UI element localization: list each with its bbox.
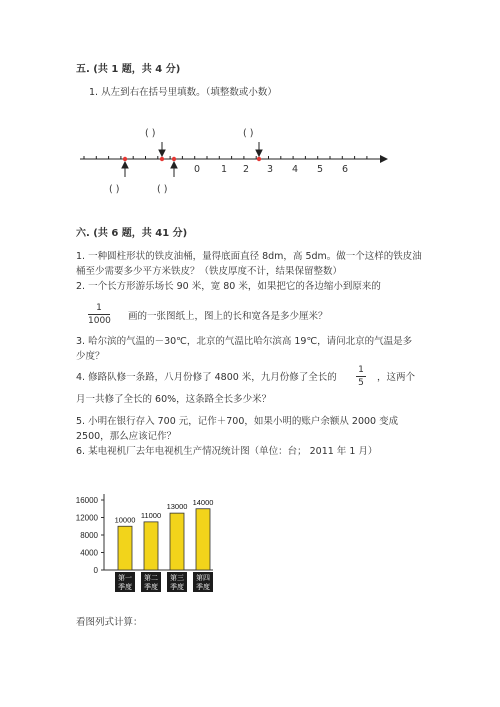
question-4-line1-end: ，这两个: [377, 372, 416, 383]
number-line-label: 1: [221, 164, 228, 175]
number-line-label: 2: [243, 164, 250, 175]
question-1-line1: 1. 一种圆柱形状的铁皮油桶，量得底面直径 8dm，高 5dm。做一个这样的铁皮油: [76, 251, 422, 262]
section5-heading: 五. (共 1 题，共 4 分): [76, 64, 181, 75]
number-line-label: 0: [194, 164, 201, 175]
y-tick-label: 16000: [75, 496, 98, 505]
answer-blank[interactable]: ( ): [157, 184, 168, 195]
bar-value-label: 14000: [192, 497, 214, 507]
category-label: 第三: [170, 574, 184, 582]
answer-blank[interactable]: ( ): [243, 128, 254, 139]
bar-value-label: 10000: [114, 515, 136, 525]
number-line-label: 5: [317, 164, 324, 175]
section5-question1: 1. 从左到右在括号里填数。（填整数或小数）: [89, 87, 277, 98]
category-label: 季度: [196, 583, 210, 591]
answer-blank[interactable]: ( ): [109, 184, 120, 195]
question-3-line2: 少度？: [76, 351, 105, 362]
bar: [196, 509, 210, 570]
question-3-line1: 3. 哈尔滨的气温的－30℃，北京的气温比哈尔滨高 19℃，请问北京的气温是多: [76, 336, 413, 347]
question-4-line2: 月一共修了全长的 60%，这条路全长多少米？: [76, 394, 272, 405]
question-6-line1: 6. 某电视机厂去年电视机生产情况统计图（单位：台； 2011 年 1 月）: [76, 446, 378, 457]
question-5-line1: 5. 小明在银行存入 700 元，记作＋700，如果小明的账户余额从 2000 变成: [76, 416, 399, 427]
section6-heading: 六. (共 6 题，共 41 分): [76, 228, 188, 239]
y-tick-label: 8000: [80, 531, 98, 540]
fraction-numerator: 1: [96, 303, 102, 313]
y-tick-label: 12000: [75, 513, 98, 523]
category-label: 季度: [144, 583, 158, 591]
category-label: 第二: [144, 574, 158, 582]
question-2-line2: 画的一张图纸上，图上的长和宽各是多少厘米？: [128, 311, 328, 322]
bar: [170, 513, 184, 570]
y-tick-label: 0: [93, 566, 98, 575]
question-2-line1: 2. 一个长方形游乐场长 90 米，宽 80 米，如果把它的各边缩小到原来的: [76, 281, 381, 292]
category-label: 第一: [118, 574, 132, 582]
question-4-line1: 4. 修路队修一条路，八月份修了 4800 米，九月份修了全长的: [76, 372, 337, 383]
question-1-line2: 桶至少需要多少平方米铁皮？（铁皮厚度不计，结果保留整数）: [76, 266, 343, 277]
question-5-line2: 2500，那么应该记作？: [76, 431, 177, 442]
fraction-denominator: 1000: [88, 316, 111, 326]
fraction-numerator: 1: [358, 365, 364, 375]
fraction-denominator: 5: [358, 378, 364, 388]
bar-value-label: 13000: [166, 502, 188, 512]
category-label: 第四: [196, 574, 210, 582]
footer-instruction: 看图列式计算：: [76, 617, 143, 628]
number-line-label: 6: [342, 164, 349, 175]
number-line-label: 4: [292, 164, 299, 175]
category-label: 季度: [170, 583, 184, 591]
bar-value-label: 11000: [140, 510, 162, 520]
bar: [118, 526, 132, 570]
answer-blank[interactable]: ( ): [145, 128, 156, 139]
bar: [144, 522, 158, 570]
category-label: 季度: [118, 583, 132, 591]
y-tick-label: 4000: [80, 548, 98, 558]
number-line-label: 3: [267, 164, 274, 175]
